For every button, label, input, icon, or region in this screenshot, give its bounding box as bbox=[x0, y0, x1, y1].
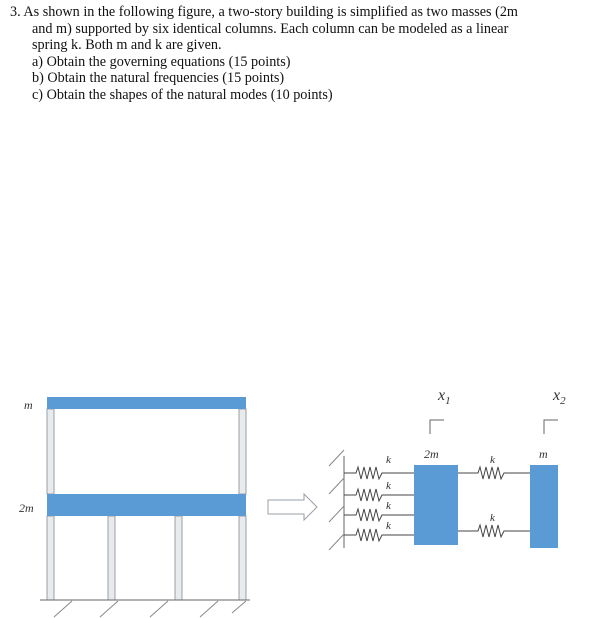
coord-2-arrow-icon bbox=[544, 420, 558, 434]
upper-column-left bbox=[47, 409, 54, 494]
part-a: a) Obtain the governing equations (15 points) bbox=[32, 53, 291, 70]
spring-label-2: k bbox=[386, 480, 391, 492]
part-c: c) Obtain the shapes of the natural modes (10 points) bbox=[32, 86, 333, 103]
mass-2-block bbox=[530, 465, 558, 548]
spring-label-1: k bbox=[386, 454, 391, 466]
ground-hatching bbox=[54, 601, 246, 617]
spring-2 bbox=[344, 489, 414, 501]
transform-arrow-icon bbox=[268, 494, 317, 520]
mass-1-label: 2m bbox=[424, 447, 439, 461]
coord-1-label: $x_1$ bbox=[438, 387, 451, 407]
lower-column-4 bbox=[239, 516, 246, 600]
spring-label-5: k bbox=[490, 454, 495, 466]
spring-6 bbox=[458, 525, 530, 537]
building-drawing bbox=[19, 397, 250, 617]
lower-column-1 bbox=[47, 516, 54, 600]
spring-1 bbox=[344, 467, 414, 479]
wall-hatching bbox=[329, 450, 344, 550]
problem-line-2: and m) supported by six identical columns. Each column can be modeled as a linear bbox=[32, 20, 509, 37]
coord-2-label: $x_2$ bbox=[553, 387, 566, 407]
springs-wall-to-mass1 bbox=[344, 467, 414, 541]
coord-1-arrow-icon bbox=[430, 420, 444, 434]
spring-label-3: k bbox=[386, 500, 391, 512]
spring-5 bbox=[458, 467, 530, 479]
problem-line-3: spring k. Both m and k are given. bbox=[32, 37, 222, 54]
part-b: b) Obtain the natural frequencies (15 points) bbox=[32, 70, 285, 87]
spring-3 bbox=[344, 509, 414, 521]
spring-label-6: k bbox=[490, 512, 495, 524]
problem-text-1: As shown in the following figure, a two-story building is simplified as two masses (2m bbox=[23, 4, 518, 20]
spring-4 bbox=[344, 529, 414, 541]
top-floor-mass-label: m bbox=[24, 398, 33, 412]
bottom-floor-mass-label: 2m bbox=[19, 501, 34, 515]
mass-2-label: m bbox=[539, 447, 548, 461]
spring-mass-model bbox=[329, 387, 566, 550]
springs-mass1-to-mass2 bbox=[458, 467, 530, 537]
upper-column-right bbox=[239, 409, 246, 494]
problem-number: 3. bbox=[10, 4, 21, 20]
bottom-floor-slab bbox=[47, 494, 246, 516]
spring-label-4: k bbox=[386, 520, 391, 532]
lower-column-3 bbox=[175, 516, 182, 600]
top-floor-slab bbox=[47, 397, 246, 409]
lower-column-2 bbox=[108, 516, 115, 600]
mass-1-block bbox=[414, 465, 458, 545]
